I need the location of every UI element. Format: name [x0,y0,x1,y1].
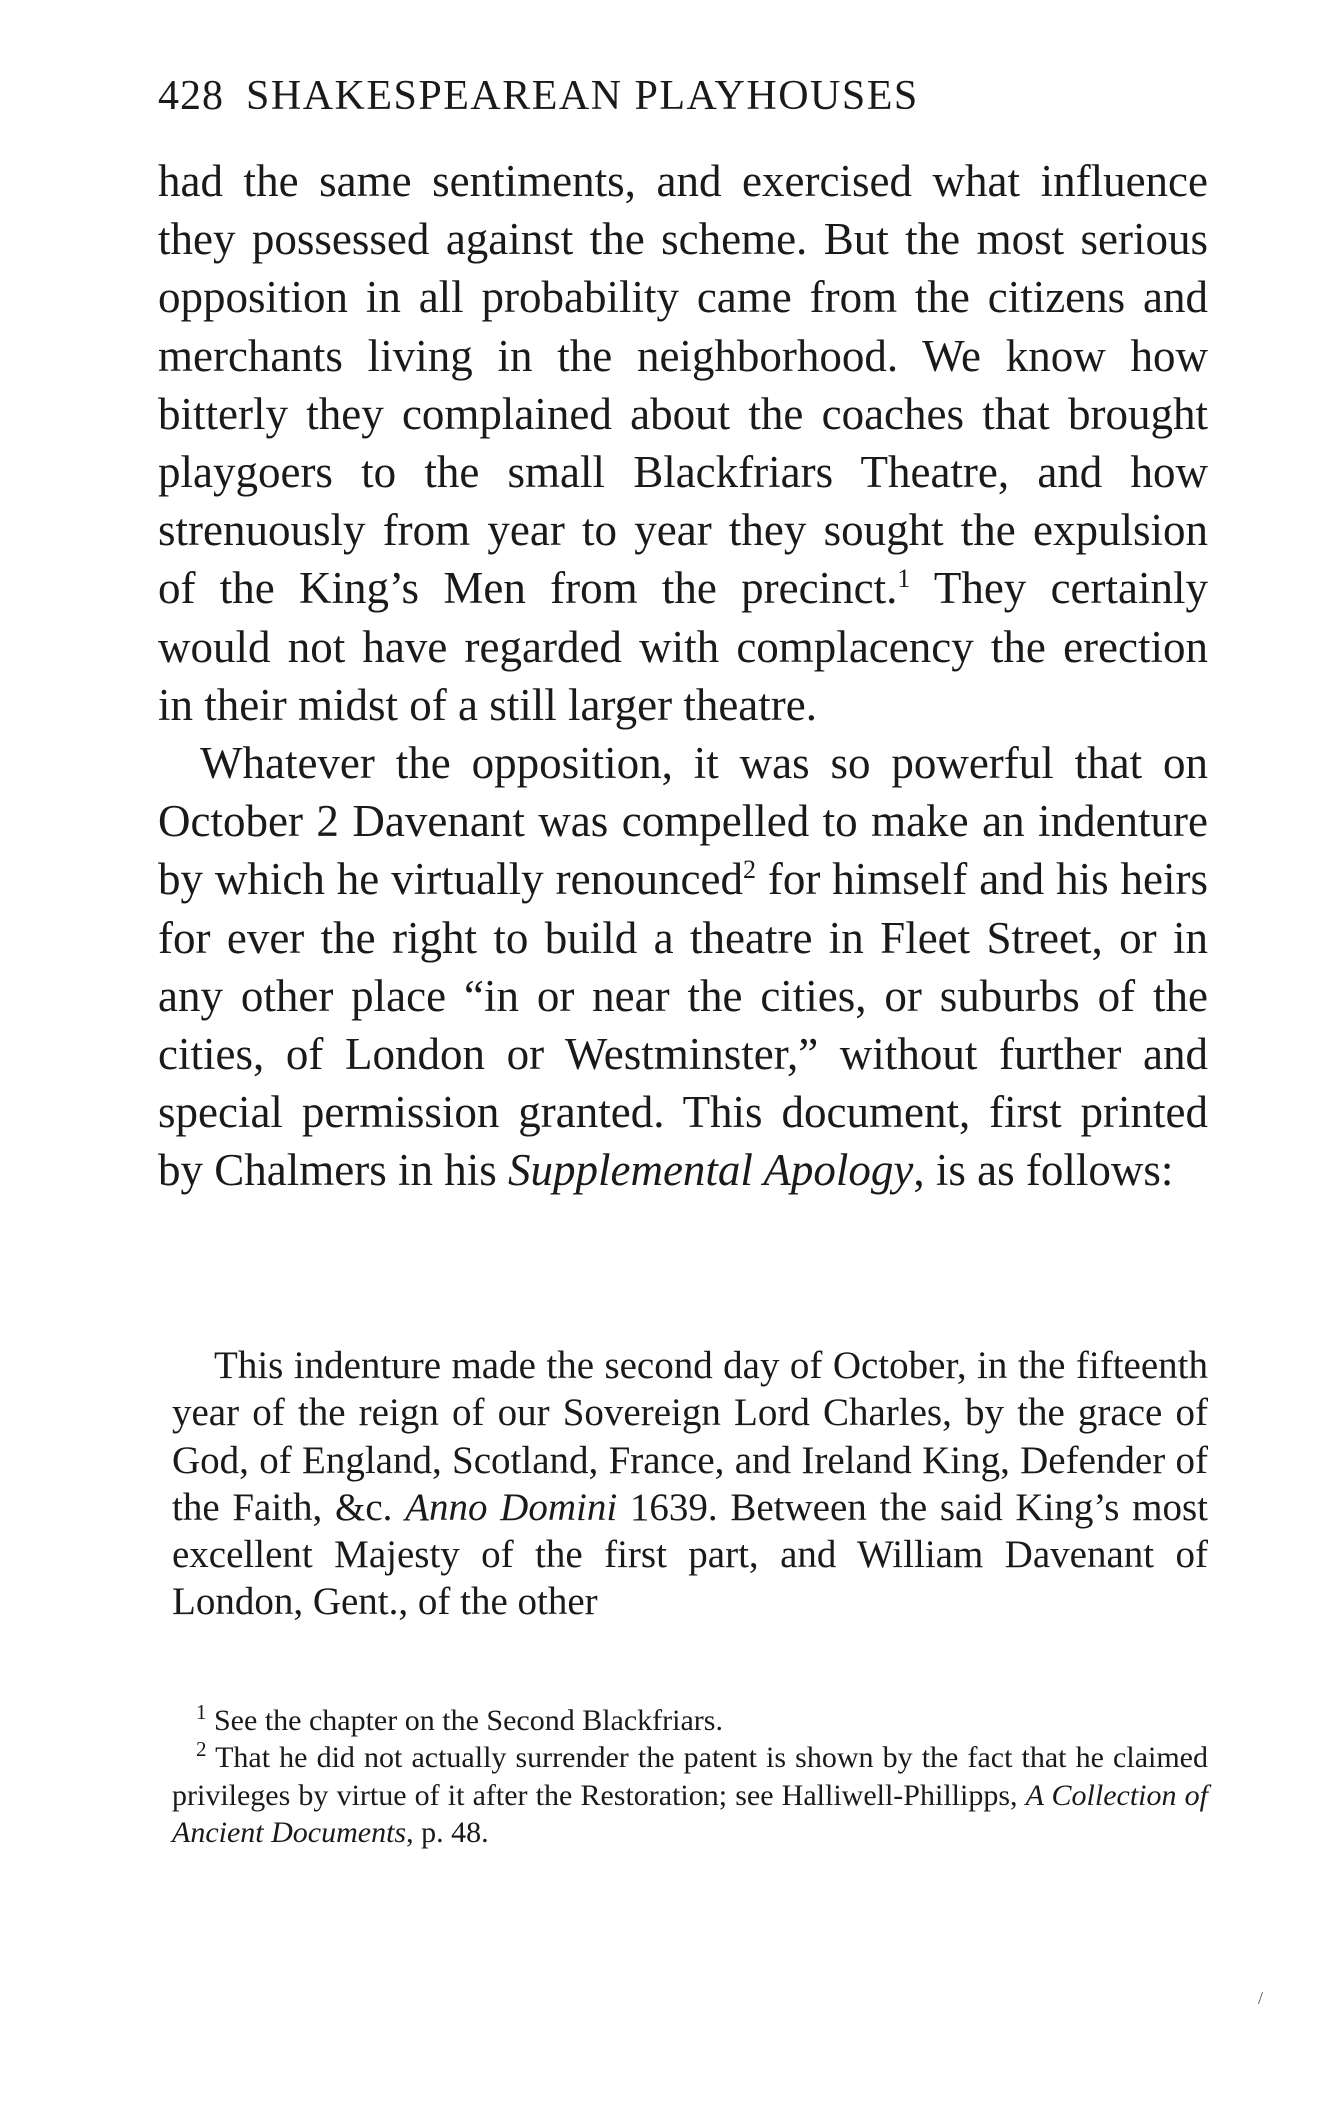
page-header [158,72,1208,142]
footnotes [172,1702,1208,1852]
quote-paragraph [172,1342,1208,1626]
paragraph-2-text-c: , is as follows: [913,1145,1174,1196]
footnote-ref-1: 1 [897,564,911,594]
footnote-2-mark: 2 [196,1737,207,1762]
indenture-quote [172,1342,1208,1626]
footnote-2-text-a: That he did not actually surrender the patent is shown by the fact that he claimed privileges by virtue of it after the Restoration; see Halliwell-Phillipps, [172,1741,1208,1812]
footnote-1 [172,1702,1208,1739]
paragraph-2-text-a: Whatever the opposition, it was so powerful that on October 2 Davenant was compelled to make an indenture by which he virtually renounced [158,738,1208,905]
paragraph-1-text-b: They certainly would not have regarded with complacency the erection in their midst of a still larger theatre. [158,563,1208,730]
stray-mark: / [1258,1988,1264,2008]
anno-domini: Anno Domini [405,1485,618,1529]
quote-text-b: 1639. Between the said King’s most excellent Majesty of the first part, and William Davenant of London, Gent., of the other [172,1485,1208,1624]
book-title-ancient-documents: A Collection of Ancient Documents [172,1778,1208,1850]
paragraph-1-text-a: had the same sentiments, and exercised what influence they possessed against the scheme. But the most serious opposition in all probability came from the citizens and merchants living in the neighborhood. We know how bitterly they complained about the coaches that brought playgoers to the small Blackfriars Theatre, and how strenuously from year to year they sought the expulsion of the King’s Men from the precinct. [158,156,1208,614]
body-text [158,152,1208,1200]
book-title-supplemental-apology: Supplemental Apology [507,1145,914,1196]
footnote-2 [172,1739,1208,1851]
paragraph-1 [158,152,1208,734]
footnote-ref-2: 2 [743,855,756,885]
quote-text-a: This indenture made the second day of October, in the fifteenth year of the reign of our Sovereign Lord Charles, by the grace of God, of England, Scotland, France, and Ireland King, Defender of the Faith, &c. [172,1344,1208,1529]
paragraph-2-text-b: for himself and his heirs for ever the right to build a theatre in Fleet Street, or in any other place “in or near the cities, or suburbs of the cities, of London or Westminster,” without further and special permission granted. This document, first printed by Chalmers in his [158,854,1208,1196]
footnote-1-mark: 1 [196,1700,207,1724]
running-head: SHAKESPEAREAN PLAYHOUSES [246,73,919,119]
footnote-1-text: See the chapter on the Second Blackfriars. [206,1704,723,1737]
footnote-2-text-b: , p. 48. [406,1816,489,1850]
paragraph-2 [158,734,1208,1200]
page-number: 428 [158,73,224,119]
